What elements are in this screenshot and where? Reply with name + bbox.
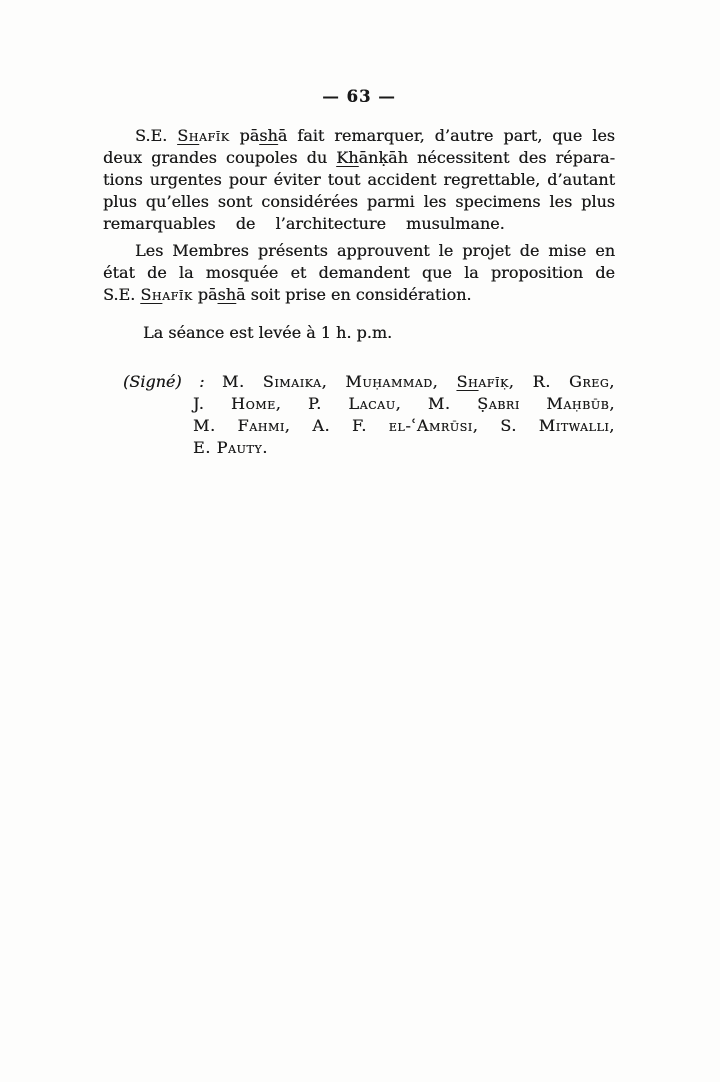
- signature-line: M. Fahmi, A. F. el-ʿAmrūsi, S. Mitwalli,: [193, 416, 615, 435]
- text-segment: afīk: [198, 126, 230, 145]
- text-line: Les Membres présents approuvent le projet de mise en: [135, 241, 615, 260]
- text-segment: pā: [192, 285, 218, 304]
- text-segment: afīḳ, R. Greg,: [478, 372, 615, 391]
- text-line: plus qu’elles sont considérées parmi les specimens les plus: [103, 192, 615, 211]
- signature-block: [123, 371, 615, 459]
- digraph-underline: Sh: [456, 372, 479, 391]
- text-segment: deux grandes coupoles du: [103, 148, 337, 167]
- text-segment: S.E.: [135, 126, 178, 145]
- digraph-underline: Kh: [336, 148, 359, 167]
- text-block: [103, 0, 615, 459]
- text-segment: ā fait remarquer, d’autre part, que les: [277, 126, 616, 145]
- signe-label: (Signé) :: [123, 372, 223, 391]
- closing-statement: La séance est levée à 1 h. p.m.: [143, 323, 393, 342]
- signature-line: E. Pauty.: [193, 438, 268, 457]
- digraph-underline: sh: [217, 285, 237, 304]
- shafik-name: [140, 285, 192, 304]
- paragraph-approval: [103, 240, 615, 306]
- digraph-underline: Sh: [140, 285, 163, 304]
- signature-line: [123, 371, 615, 393]
- text-segment: M. Simaika, Muḥammad,: [222, 372, 457, 391]
- text-line: [103, 147, 615, 169]
- page-number: — 63 —: [322, 87, 396, 106]
- text-segment: S.E.: [103, 285, 141, 304]
- text-line: état de la mosquée et demandent que la proposition de: [103, 263, 615, 282]
- paragraph-remarks: [103, 125, 615, 235]
- text-line: [103, 125, 615, 147]
- digraph-underline: sh: [259, 126, 278, 145]
- text-segment: ā soit prise en considération.: [236, 285, 472, 304]
- shafik-name: [177, 126, 229, 145]
- signature-line: J. Home, P. Lacau, M. Ṣabri Maḥbūb,: [193, 394, 615, 413]
- text-segment: pā: [229, 126, 260, 145]
- text-line: tions urgentes pour éviter tout accident regrettable, d’autant: [103, 170, 615, 189]
- text-segment: afīk: [162, 285, 193, 304]
- text-segment: ānḳāh nécessitent des répara-: [358, 148, 616, 167]
- digraph-underline: Sh: [177, 126, 199, 145]
- text-line: remarquables de l’architecture musulmane.: [103, 214, 505, 233]
- signers-names: [222, 372, 615, 391]
- text-line: [103, 284, 615, 306]
